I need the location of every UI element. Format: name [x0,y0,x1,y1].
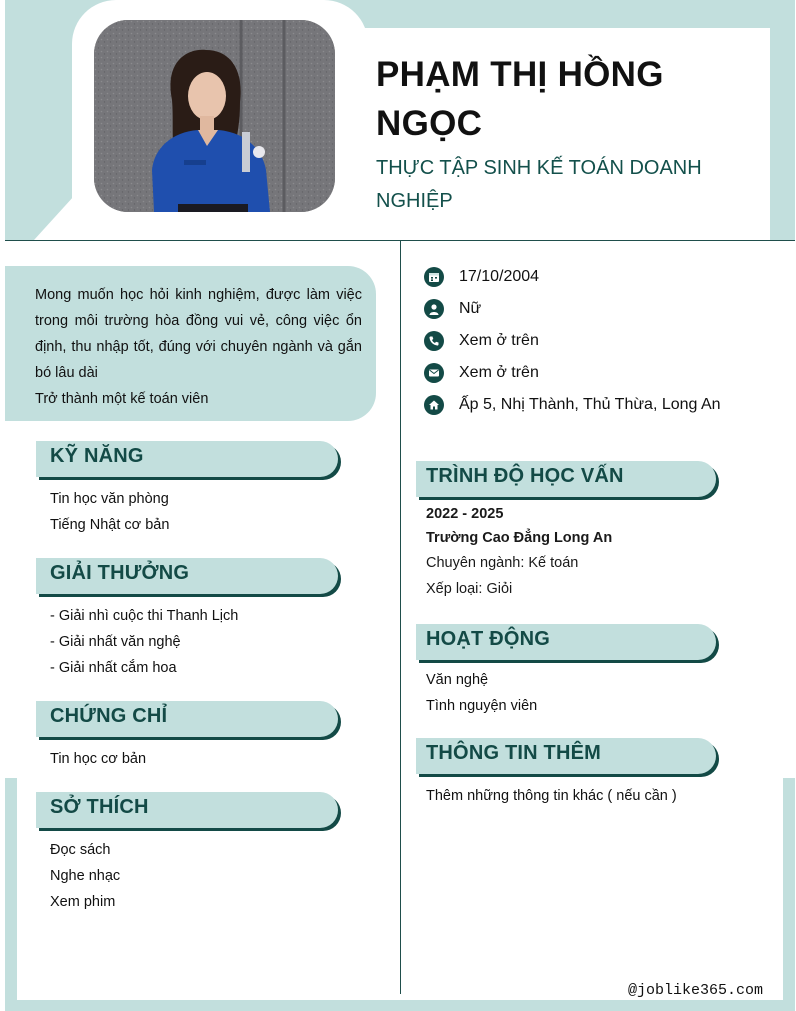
birthday-text: 17/10/2004 [459,268,540,285]
education-grade: Xếp loại: Giỏi [426,581,513,597]
extra-info-text: Thêm những thông tin khác ( nếu cần ) [426,788,677,804]
certificates-header [36,701,338,737]
certificates-title: CHỨNG CHỈ [50,705,168,727]
header-notch [34,196,74,240]
profile-photo-illustration [94,20,335,212]
contact-phone [424,328,539,354]
list-item: Tin học cơ bản [50,751,147,767]
candidate-name: PHẠM THỊ HỒNG NGỌC [376,55,664,143]
education-major: Chuyên ngành: Kế toán [426,555,579,571]
activities-list [426,667,537,719]
phone-icon [424,331,444,351]
list-item: Đọc sách [50,842,111,858]
objective-goal: Trở thành một kế toán viên [35,391,209,407]
skills-header [36,441,338,477]
calendar-icon [424,267,444,287]
header-background-right [770,0,795,240]
phone-text: Xem ở trên [459,332,539,349]
list-item: Tiếng Nhật cơ bản [50,517,170,533]
contact-birthday [424,264,539,290]
list-item: - Giải nhất cắm hoa [50,660,177,676]
email-text: Xem ở trên [459,364,539,381]
objective-text: Mong muốn học hỏi kinh nghiệm, được làm việc trong môi trường hòa đồng vui vẻ, công việc ổn định, thu nhập tốt, đúng với chuyên ngành và gắn bó lâu dài [35,287,362,381]
vertical-divider [400,240,401,994]
skills-title: KỸ NĂNG [50,445,144,467]
contact-email [424,360,539,386]
contact-gender [424,296,481,322]
profile-photo [94,20,335,212]
career-objective [5,266,376,421]
list-item: Nghe nhạc [50,868,121,884]
education-years: 2022 - 2025 [426,506,504,522]
frame-bottom [5,1000,795,1011]
education-header [416,461,716,497]
extra-info-header [416,738,716,774]
education-title: TRÌNH ĐỘ HỌC VẤN [426,465,624,487]
awards-title: GIẢI THƯỞNG [50,562,190,584]
extra-info-title: THÔNG TIN THÊM [426,742,602,764]
awards-list [50,603,238,681]
awards-header [36,558,338,594]
education-school: Trường Cao Đẳng Long An [426,530,613,546]
skills-list [50,486,169,538]
home-icon [424,395,444,415]
address-text: Ấp 5, Nhị Thành, Thủ Thừa, Long An [459,396,721,413]
hobbies-title: SỞ THÍCH [50,796,149,818]
certificates-list [50,746,146,772]
list-item: Xem phim [50,894,116,910]
list-item: - Giải nhất văn nghệ [50,634,181,650]
activities-header [416,624,716,660]
hobbies-list [50,837,120,915]
list-item: Tình nguyện viên [426,698,538,714]
job-title: THỰC TẬP SINH KẾ TOÁN DOANH NGHIỆP [376,157,702,212]
list-item: Tin học văn phòng [50,491,169,507]
activities-title: HOẠT ĐỘNG [426,628,551,650]
frame-left [5,778,17,1011]
gender-text: Nữ [459,300,482,317]
person-icon [424,299,444,319]
contact-address [424,392,721,418]
envelope-icon [424,363,444,383]
list-item: - Giải nhì cuộc thi Thanh Lịch [50,608,239,624]
frame-right [783,778,795,1011]
watermark: @joblike365.com [628,982,764,999]
list-item: Văn nghệ [426,672,489,688]
hobbies-header [36,792,338,828]
